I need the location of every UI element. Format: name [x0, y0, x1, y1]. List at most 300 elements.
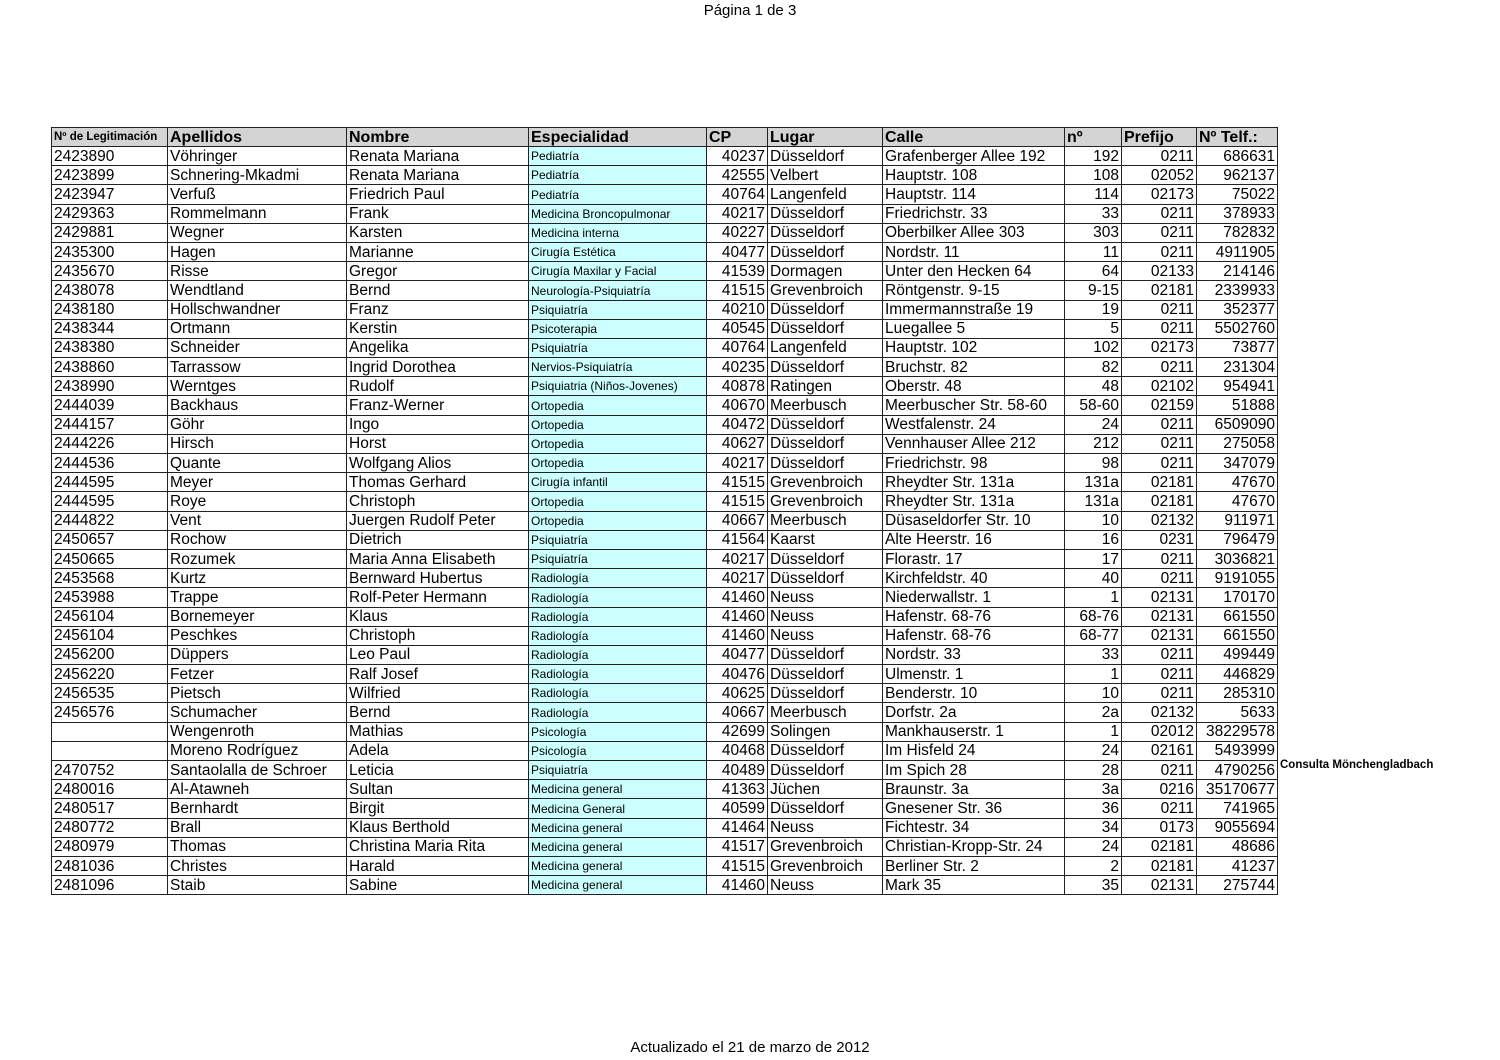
- cell-nombre: Karsten: [347, 223, 529, 242]
- cell-apellidos: Göhr: [168, 415, 347, 434]
- table-row: [52, 262, 1278, 281]
- cell-legitimacion: 2456220: [52, 665, 168, 684]
- column-header-apellidos: Apellidos: [168, 128, 347, 147]
- column-header-cp: CP: [707, 128, 768, 147]
- cell-numero: 68-76: [1065, 607, 1122, 626]
- cell-apellidos: Peschkes: [168, 626, 347, 645]
- cell-telefono: 378933: [1197, 204, 1278, 223]
- cell-legitimacion: 2456200: [52, 645, 168, 664]
- table-row: [52, 185, 1278, 204]
- cell-apellidos: Vent: [168, 511, 347, 530]
- cell-prefijo: 02181: [1122, 281, 1197, 300]
- table-row: [52, 492, 1278, 511]
- table-row: [52, 319, 1278, 338]
- cell-lugar: Solingen: [768, 722, 883, 741]
- cell-numero: 3a: [1065, 780, 1122, 799]
- cell-lugar: Neuss: [768, 626, 883, 645]
- cell-especialidad: Cirugía Estética: [529, 242, 707, 261]
- cell-prefijo: 02173: [1122, 338, 1197, 357]
- cell-apellidos: Al-Atawneh: [168, 780, 347, 799]
- cell-apellidos: Thomas: [168, 837, 347, 856]
- cell-numero: 2: [1065, 856, 1122, 875]
- cell-cp: 40477: [707, 242, 768, 261]
- cell-especialidad: Radiología: [529, 665, 707, 684]
- cell-legitimacion: 2453988: [52, 588, 168, 607]
- cell-especialidad: Medicina general: [529, 837, 707, 856]
- cell-lugar: Düsseldorf: [768, 300, 883, 319]
- cell-legitimacion: 2444822: [52, 511, 168, 530]
- cell-numero: 11: [1065, 242, 1122, 261]
- cell-nombre: Mathias: [347, 722, 529, 741]
- cell-legitimacion: 2435300: [52, 242, 168, 261]
- cell-calle: Düsaseldorfer Str. 10: [883, 511, 1065, 530]
- cell-lugar: Langenfeld: [768, 338, 883, 357]
- cell-numero: 24: [1065, 741, 1122, 760]
- cell-nombre: Bernd: [347, 703, 529, 722]
- cell-nombre: Leo Paul: [347, 645, 529, 664]
- cell-especialidad: Radiología: [529, 645, 707, 664]
- cell-apellidos: Verfuß: [168, 185, 347, 204]
- cell-prefijo: 0211: [1122, 645, 1197, 664]
- cell-cp: 40670: [707, 396, 768, 415]
- cell-telefono: 170170: [1197, 588, 1278, 607]
- cell-legitimacion: [52, 722, 168, 741]
- cell-calle: Nordstr. 33: [883, 645, 1065, 664]
- cell-legitimacion: 2453568: [52, 569, 168, 588]
- cell-especialidad: Psiquiatría: [529, 549, 707, 568]
- cell-apellidos: Schnering-Mkadmi: [168, 166, 347, 185]
- cell-lugar: Düsseldorf: [768, 223, 883, 242]
- cell-cp: 42699: [707, 722, 768, 741]
- cell-lugar: Düsseldorf: [768, 147, 883, 166]
- table-row: [52, 837, 1278, 856]
- cell-prefijo: 0211: [1122, 147, 1197, 166]
- cell-nombre: Ingrid Dorothea: [347, 358, 529, 377]
- cell-telefono: 275058: [1197, 434, 1278, 453]
- cell-cp: 40764: [707, 185, 768, 204]
- cell-prefijo: 0211: [1122, 684, 1197, 703]
- table-row: [52, 876, 1278, 895]
- cell-nombre: Gregor: [347, 262, 529, 281]
- cell-cp: 40878: [707, 377, 768, 396]
- cell-lugar: Neuss: [768, 876, 883, 895]
- cell-cp: 41515: [707, 473, 768, 492]
- cell-numero: 1: [1065, 722, 1122, 741]
- cell-telefono: 73877: [1197, 338, 1278, 357]
- column-header-prefijo: Prefijo: [1122, 128, 1197, 147]
- table-row: [52, 799, 1278, 818]
- cell-cp: 41515: [707, 492, 768, 511]
- column-header-lugar: Lugar: [768, 128, 883, 147]
- cell-calle: Röntgenstr. 9-15: [883, 281, 1065, 300]
- cell-especialidad: Medicina general: [529, 856, 707, 875]
- cell-cp: 41460: [707, 876, 768, 895]
- cell-apellidos: Quante: [168, 454, 347, 473]
- cell-lugar: Düsseldorf: [768, 665, 883, 684]
- cell-numero: 35: [1065, 876, 1122, 895]
- cell-calle: Alte Heerstr. 16: [883, 530, 1065, 549]
- cell-numero: 192: [1065, 147, 1122, 166]
- cell-prefijo: 02181: [1122, 856, 1197, 875]
- cell-cp: 42555: [707, 166, 768, 185]
- cell-calle: Florastr. 17: [883, 549, 1065, 568]
- cell-especialidad: Ortopedia: [529, 511, 707, 530]
- cell-apellidos: Hollschwandner: [168, 300, 347, 319]
- cell-numero: 16: [1065, 530, 1122, 549]
- cell-nombre: Rolf-Peter Hermann: [347, 588, 529, 607]
- cell-nombre: Bernd: [347, 281, 529, 300]
- cell-lugar: Langenfeld: [768, 185, 883, 204]
- cell-nombre: Bernward Hubertus: [347, 569, 529, 588]
- cell-telefono: 214146: [1197, 262, 1278, 281]
- cell-apellidos: Bornemeyer: [168, 607, 347, 626]
- cell-cp: 41464: [707, 818, 768, 837]
- cell-especialidad: Neurología-Psiquiatría: [529, 281, 707, 300]
- cell-apellidos: Vöhringer: [168, 147, 347, 166]
- cell-nombre: Adela: [347, 741, 529, 760]
- cell-calle: Gnesener Str. 36: [883, 799, 1065, 818]
- cell-legitimacion: 2444595: [52, 492, 168, 511]
- table-row: [52, 166, 1278, 185]
- cell-lugar: Grevenbroich: [768, 856, 883, 875]
- cell-lugar: Düsseldorf: [768, 358, 883, 377]
- cell-nombre: Thomas Gerhard: [347, 473, 529, 492]
- cell-calle: Im Spich 28: [883, 761, 1065, 780]
- cell-especialidad: Radiología: [529, 703, 707, 722]
- cell-especialidad: Radiología: [529, 569, 707, 588]
- cell-legitimacion: 2438180: [52, 300, 168, 319]
- cell-apellidos: Backhaus: [168, 396, 347, 415]
- cell-nombre: Frank: [347, 204, 529, 223]
- cell-calle: Mankhauserstr. 1: [883, 722, 1065, 741]
- cell-lugar: Grevenbroich: [768, 837, 883, 856]
- table-row: [52, 722, 1278, 741]
- table-row: [52, 780, 1278, 799]
- cell-lugar: Düsseldorf: [768, 204, 883, 223]
- cell-cp: 41363: [707, 780, 768, 799]
- cell-numero: 24: [1065, 837, 1122, 856]
- cell-apellidos: Kurtz: [168, 569, 347, 588]
- cell-legitimacion: 2456104: [52, 626, 168, 645]
- cell-cp: 41539: [707, 262, 768, 281]
- cell-legitimacion: 2438860: [52, 358, 168, 377]
- cell-lugar: Meerbusch: [768, 396, 883, 415]
- cell-lugar: Düsseldorf: [768, 242, 883, 261]
- cell-telefono: 962137: [1197, 166, 1278, 185]
- cell-lugar: Düsseldorf: [768, 799, 883, 818]
- side-note: Consulta Mönchengladbach: [1280, 759, 1434, 771]
- cell-especialidad: Medicina General: [529, 799, 707, 818]
- cell-telefono: 5493999: [1197, 741, 1278, 760]
- cell-especialidad: Radiología: [529, 588, 707, 607]
- cell-prefijo: 0211: [1122, 454, 1197, 473]
- cell-calle: Mark 35: [883, 876, 1065, 895]
- cell-prefijo: 02133: [1122, 262, 1197, 281]
- cell-calle: Rheydter Str. 131a: [883, 473, 1065, 492]
- cell-nombre: Leticia: [347, 761, 529, 780]
- cell-lugar: Düsseldorf: [768, 454, 883, 473]
- cell-lugar: Grevenbroich: [768, 492, 883, 511]
- cell-calle: Meerbuscher Str. 58-60: [883, 396, 1065, 415]
- cell-lugar: Düsseldorf: [768, 434, 883, 453]
- cell-telefono: 499449: [1197, 645, 1278, 664]
- cell-apellidos: Schumacher: [168, 703, 347, 722]
- cell-cp: 40217: [707, 204, 768, 223]
- cell-cp: 40625: [707, 684, 768, 703]
- cell-especialidad: Pediatría: [529, 185, 707, 204]
- cell-legitimacion: 2481096: [52, 876, 168, 895]
- cell-legitimacion: 2438344: [52, 319, 168, 338]
- cell-calle: Rheydter Str. 131a: [883, 492, 1065, 511]
- cell-numero: 212: [1065, 434, 1122, 453]
- cell-lugar: Velbert: [768, 166, 883, 185]
- cell-telefono: 35170677: [1197, 780, 1278, 799]
- cell-calle: Hafenstr. 68-76: [883, 626, 1065, 645]
- cell-nombre: Marianne: [347, 242, 529, 261]
- cell-telefono: 47670: [1197, 473, 1278, 492]
- cell-nombre: Horst: [347, 434, 529, 453]
- cell-apellidos: Werntges: [168, 377, 347, 396]
- cell-numero: 24: [1065, 415, 1122, 434]
- cell-numero: 33: [1065, 204, 1122, 223]
- cell-nombre: Wilfried: [347, 684, 529, 703]
- cell-cp: 40227: [707, 223, 768, 242]
- cell-numero: 17: [1065, 549, 1122, 568]
- cell-calle: Braunstr. 3a: [883, 780, 1065, 799]
- cell-telefono: 6509090: [1197, 415, 1278, 434]
- table-row: [52, 300, 1278, 319]
- cell-apellidos: Rommelmann: [168, 204, 347, 223]
- cell-especialidad: Medicina interna: [529, 223, 707, 242]
- cell-especialidad: Ortopedia: [529, 454, 707, 473]
- cell-nombre: Renata Mariana: [347, 147, 529, 166]
- cell-prefijo: 0216: [1122, 780, 1197, 799]
- cell-lugar: Grevenbroich: [768, 473, 883, 492]
- cell-prefijo: 02181: [1122, 837, 1197, 856]
- column-header-calle: Calle: [883, 128, 1065, 147]
- cell-apellidos: Santaolalla de Schroer: [168, 761, 347, 780]
- cell-calle: Christian-Kropp-Str. 24: [883, 837, 1065, 856]
- page-footer: Actualizado el 21 de marzo de 2012: [630, 1039, 870, 1056]
- cell-calle: Unter den Hecken 64: [883, 262, 1065, 281]
- cell-nombre: Angelika: [347, 338, 529, 357]
- table-row: [52, 223, 1278, 242]
- table-row: [52, 856, 1278, 875]
- cell-calle: Ulmenstr. 1: [883, 665, 1065, 684]
- cell-cp: 40476: [707, 665, 768, 684]
- cell-numero: 108: [1065, 166, 1122, 185]
- cell-lugar: Grevenbroich: [768, 281, 883, 300]
- cell-legitimacion: 2444595: [52, 473, 168, 492]
- cell-numero: 98: [1065, 454, 1122, 473]
- table-row: [52, 703, 1278, 722]
- cell-cp: 40489: [707, 761, 768, 780]
- cell-especialidad: Ortopedia: [529, 396, 707, 415]
- cell-lugar: Düsseldorf: [768, 319, 883, 338]
- cell-cp: 41515: [707, 281, 768, 300]
- cell-calle: Hauptstr. 102: [883, 338, 1065, 357]
- table-header-row: [52, 128, 1278, 147]
- cell-calle: Niederwallstr. 1: [883, 588, 1065, 607]
- cell-telefono: 75022: [1197, 185, 1278, 204]
- cell-telefono: 9191055: [1197, 569, 1278, 588]
- cell-apellidos: Rozumek: [168, 549, 347, 568]
- cell-calle: Hauptstr. 108: [883, 166, 1065, 185]
- cell-legitimacion: 2423890: [52, 147, 168, 166]
- cell-nombre: Juergen Rudolf Peter: [347, 511, 529, 530]
- cell-apellidos: Schneider: [168, 338, 347, 357]
- cell-legitimacion: 2444157: [52, 415, 168, 434]
- cell-apellidos: Trappe: [168, 588, 347, 607]
- cell-prefijo: 02181: [1122, 492, 1197, 511]
- cell-numero: 131a: [1065, 473, 1122, 492]
- cell-calle: Vennhauser Allee 212: [883, 434, 1065, 453]
- cell-telefono: 782832: [1197, 223, 1278, 242]
- cell-lugar: Düsseldorf: [768, 761, 883, 780]
- cell-especialidad: Ortopedia: [529, 415, 707, 434]
- cell-especialidad: Psiquiatría: [529, 300, 707, 319]
- cell-cp: 41460: [707, 588, 768, 607]
- cell-especialidad: Psiquiatría: [529, 530, 707, 549]
- cell-numero: 82: [1065, 358, 1122, 377]
- cell-legitimacion: 2480016: [52, 780, 168, 799]
- cell-lugar: Düsseldorf: [768, 645, 883, 664]
- cell-prefijo: 02132: [1122, 703, 1197, 722]
- cell-apellidos: Bernhardt: [168, 799, 347, 818]
- cell-legitimacion: 2456535: [52, 684, 168, 703]
- cell-legitimacion: 2450665: [52, 549, 168, 568]
- table-row: [52, 818, 1278, 837]
- table-row: [52, 377, 1278, 396]
- cell-legitimacion: 2481036: [52, 856, 168, 875]
- cell-cp: 40477: [707, 645, 768, 664]
- cell-legitimacion: 2480772: [52, 818, 168, 837]
- cell-legitimacion: 2470752: [52, 761, 168, 780]
- cell-apellidos: Brall: [168, 818, 347, 837]
- cell-prefijo: 0211: [1122, 549, 1197, 568]
- cell-cp: 40764: [707, 338, 768, 357]
- cell-prefijo: 02012: [1122, 722, 1197, 741]
- cell-legitimacion: [52, 741, 168, 760]
- cell-telefono: 661550: [1197, 607, 1278, 626]
- cell-lugar: Meerbusch: [768, 511, 883, 530]
- cell-lugar: Jüchen: [768, 780, 883, 799]
- cell-numero: 19: [1065, 300, 1122, 319]
- cell-prefijo: 02181: [1122, 473, 1197, 492]
- cell-nombre: Sabine: [347, 876, 529, 895]
- cell-cp: 41460: [707, 626, 768, 645]
- cell-telefono: 3036821: [1197, 549, 1278, 568]
- table-row: [52, 626, 1278, 645]
- cell-legitimacion: 2435670: [52, 262, 168, 281]
- cell-especialidad: Radiología: [529, 626, 707, 645]
- table-row: [52, 569, 1278, 588]
- cell-numero: 34: [1065, 818, 1122, 837]
- cell-calle: Oberstr. 48: [883, 377, 1065, 396]
- cell-prefijo: 0211: [1122, 319, 1197, 338]
- table-row: [52, 588, 1278, 607]
- cell-especialidad: Radiología: [529, 684, 707, 703]
- column-header-numero: nº: [1065, 128, 1122, 147]
- cell-numero: 28: [1065, 761, 1122, 780]
- cell-telefono: 285310: [1197, 684, 1278, 703]
- cell-prefijo: 02052: [1122, 166, 1197, 185]
- cell-lugar: Düsseldorf: [768, 549, 883, 568]
- cell-telefono: 686631: [1197, 147, 1278, 166]
- cell-legitimacion: 2438380: [52, 338, 168, 357]
- cell-calle: Immermannstraße 19: [883, 300, 1065, 319]
- cell-apellidos: Risse: [168, 262, 347, 281]
- table-row: [52, 281, 1278, 300]
- cell-telefono: 741965: [1197, 799, 1278, 818]
- cell-especialidad: Pediatría: [529, 166, 707, 185]
- cell-apellidos: Moreno Rodríguez: [168, 741, 347, 760]
- cell-apellidos: Tarrassow: [168, 358, 347, 377]
- table-row: [52, 454, 1278, 473]
- cell-numero: 102: [1065, 338, 1122, 357]
- cell-numero: 2a: [1065, 703, 1122, 722]
- cell-telefono: 9055694: [1197, 818, 1278, 837]
- cell-calle: Luegallee 5: [883, 319, 1065, 338]
- cell-legitimacion: 2444536: [52, 454, 168, 473]
- cell-calle: Oberbilker Allee 303: [883, 223, 1065, 242]
- cell-especialidad: Psiquiatria (Niños-Jovenes): [529, 377, 707, 396]
- cell-legitimacion: 2444039: [52, 396, 168, 415]
- cell-lugar: Düsseldorf: [768, 741, 883, 760]
- cell-legitimacion: 2423899: [52, 166, 168, 185]
- cell-numero: 10: [1065, 511, 1122, 530]
- cell-especialidad: Psiquiatría: [529, 338, 707, 357]
- cell-especialidad: Psicoterapia: [529, 319, 707, 338]
- column-header-telefono: Nº Telf.:: [1197, 128, 1278, 147]
- cell-especialidad: Radiología: [529, 607, 707, 626]
- cell-apellidos: Fetzer: [168, 665, 347, 684]
- cell-cp: 40627: [707, 434, 768, 453]
- table-row: [52, 358, 1278, 377]
- cell-prefijo: 02159: [1122, 396, 1197, 415]
- cell-nombre: Kerstin: [347, 319, 529, 338]
- cell-cp: 40468: [707, 741, 768, 760]
- cell-nombre: Christoph: [347, 626, 529, 645]
- cell-legitimacion: 2429363: [52, 204, 168, 223]
- table-row: [52, 741, 1278, 760]
- table-row: [52, 473, 1278, 492]
- cell-especialidad: Nervios-Psiquiatría: [529, 358, 707, 377]
- cell-numero: 40: [1065, 569, 1122, 588]
- cell-telefono: 41237: [1197, 856, 1278, 875]
- table-row: [52, 415, 1278, 434]
- cell-cp: 41515: [707, 856, 768, 875]
- cell-lugar: Düsseldorf: [768, 684, 883, 703]
- cell-telefono: 446829: [1197, 665, 1278, 684]
- cell-lugar: Düsseldorf: [768, 569, 883, 588]
- cell-telefono: 954941: [1197, 377, 1278, 396]
- cell-telefono: 796479: [1197, 530, 1278, 549]
- cell-numero: 114: [1065, 185, 1122, 204]
- cell-numero: 68-77: [1065, 626, 1122, 645]
- cell-especialidad: Ortopedia: [529, 434, 707, 453]
- table-row: [52, 396, 1278, 415]
- cell-prefijo: 02131: [1122, 588, 1197, 607]
- table-row: [52, 645, 1278, 664]
- cell-calle: Friedrichstr. 33: [883, 204, 1065, 223]
- cell-nombre: Klaus Berthold: [347, 818, 529, 837]
- cell-legitimacion: 2438990: [52, 377, 168, 396]
- cell-especialidad: Cirugía infantil: [529, 473, 707, 492]
- cell-numero: 5: [1065, 319, 1122, 338]
- table-row: [52, 761, 1278, 780]
- cell-cp: 40235: [707, 358, 768, 377]
